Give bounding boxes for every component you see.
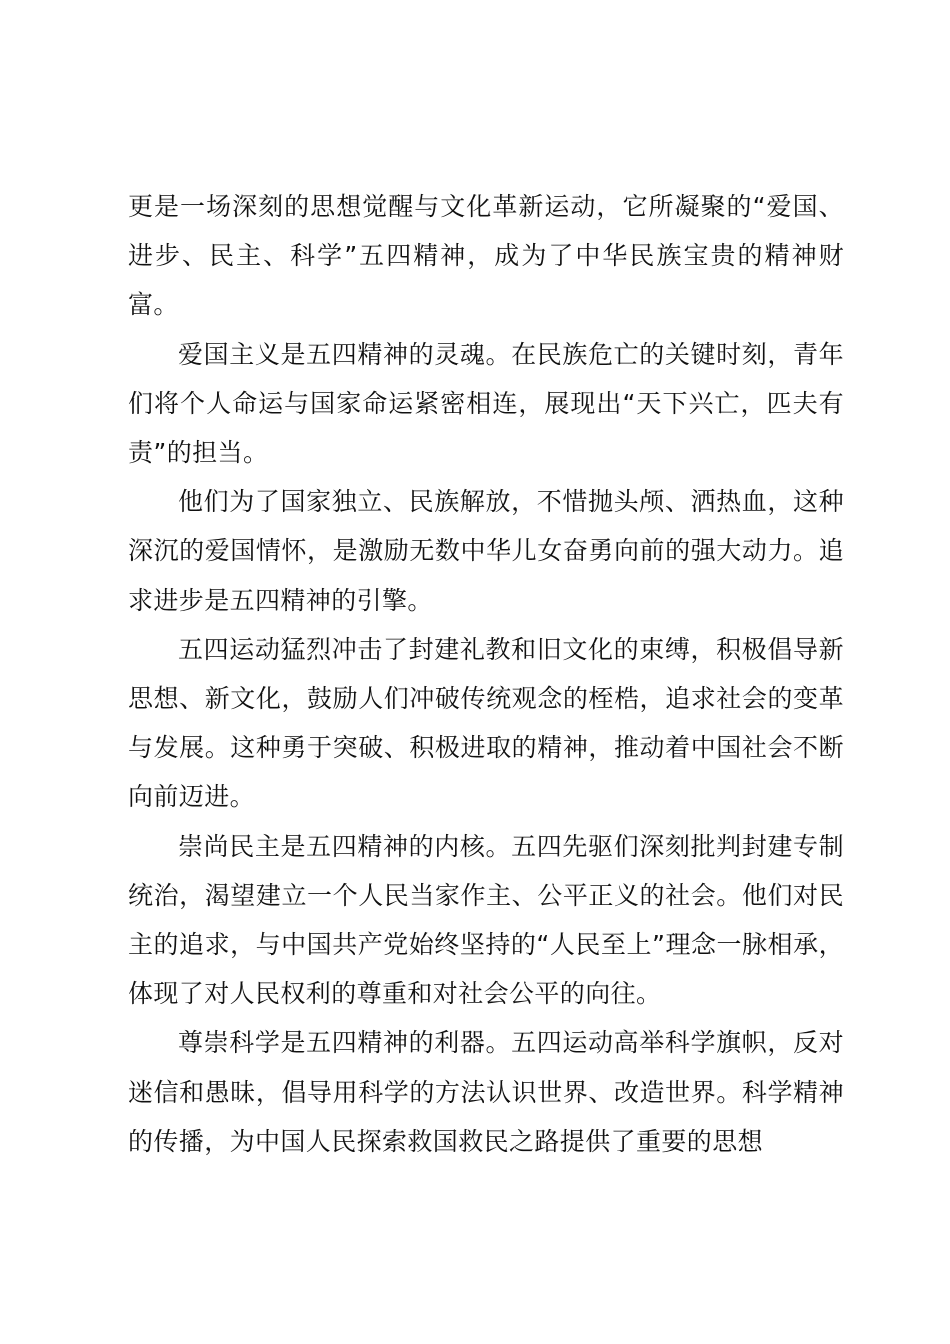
paragraph-6: 尊崇科学是五四精神的利器。五四运动高举科学旗帜，反对迷信和愚昧，倡导用科学的方法认识世界、改造世界。科学精神的传播，为中国人民探索救国救民之路提供了重要的思想	[128, 1028, 844, 1156]
paragraph-1: 更是一场深刻的思想觉醒与文化革新运动，它所凝聚的“爱国、进步、民主、科学”五四精神，成为了中华民族宝贵的精神财富。	[128, 192, 844, 320]
paragraph-5: 崇尚民主是五四精神的内核。五四先驱们深刻批判封建专制统治，渴望建立一个人民当家作主、公平正义的社会。他们对民主的追求，与中国共产党始终坚持的“人民至上”理念一脉相承，体现了对人民权利的尊重和对社会公平的向往。	[128, 831, 844, 1009]
paragraph-3: 他们为了国家独立、民族解放，不惜抛头颅、洒热血，这种深沉的爱国情怀，是激励无数中华儿女奋勇向前的强大动力。追求进步是五四精神的引擎。	[128, 487, 844, 615]
body-text	[128, 182, 844, 1166]
paragraph-2: 爱国主义是五四精神的灵魂。在民族危亡的关键时刻，青年们将个人命运与国家命运紧密相连，展现出“天下兴亡，匹夫有责”的担当。	[128, 339, 844, 468]
paragraph-4: 五四运动猛烈冲击了封建礼教和旧文化的束缚，积极倡导新思想、新文化，鼓励人们冲破传统观念的桎梏，追求社会的变革与发展。这种勇于突破、积极进取的精神，推动着中国社会不断向前迈进。	[128, 634, 844, 812]
